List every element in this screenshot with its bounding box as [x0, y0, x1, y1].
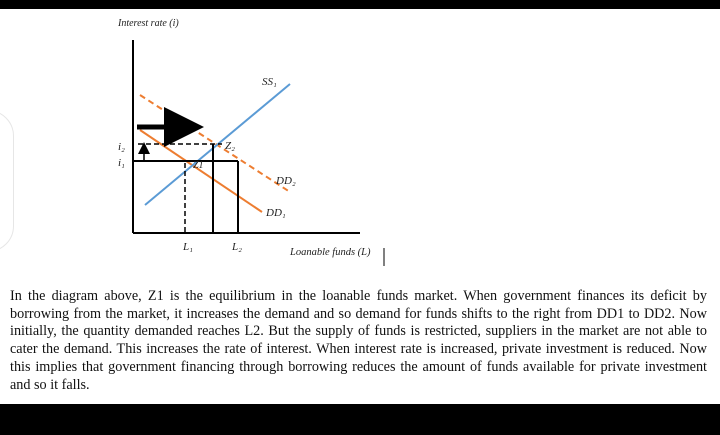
- point-z2-label: Z₂: [225, 140, 235, 152]
- l1-label: L₁: [183, 241, 193, 253]
- demand-dd1-label: DD₁: [266, 207, 286, 219]
- point-z1-label: Z1: [193, 160, 204, 171]
- i2-label: i₂: [118, 141, 125, 153]
- y-axis-label: Interest rate (i): [118, 18, 179, 29]
- explanation-paragraph: In the diagram above, Z1 is the equilibrium in the loanable funds market. When government finances its deficit by borrowing from the market, it increases the demand and so demand for funds shifts to the right from DD1 to DD2. Now initially, the quantity demanded reaches L2. But the supply of funds is restricted, suppliers in the market are not able to cater the demand. This increases the rate of interest. When interest rate is increased, private investment is reduced. Now this implies that government financing through borrowing reduces the amount of funds available for private investment and so it falls.: [10, 288, 707, 393]
- demand-dd2-label: DD₂: [276, 175, 296, 187]
- x-axis-label: Loanable funds (L): [290, 247, 371, 258]
- bottom-black-bar: [0, 404, 720, 435]
- i1-label: i₁: [118, 157, 125, 169]
- supply-label: SS₁: [262, 76, 277, 88]
- demand-curve-dd1: [140, 130, 262, 212]
- l2-label: L₂: [232, 241, 242, 253]
